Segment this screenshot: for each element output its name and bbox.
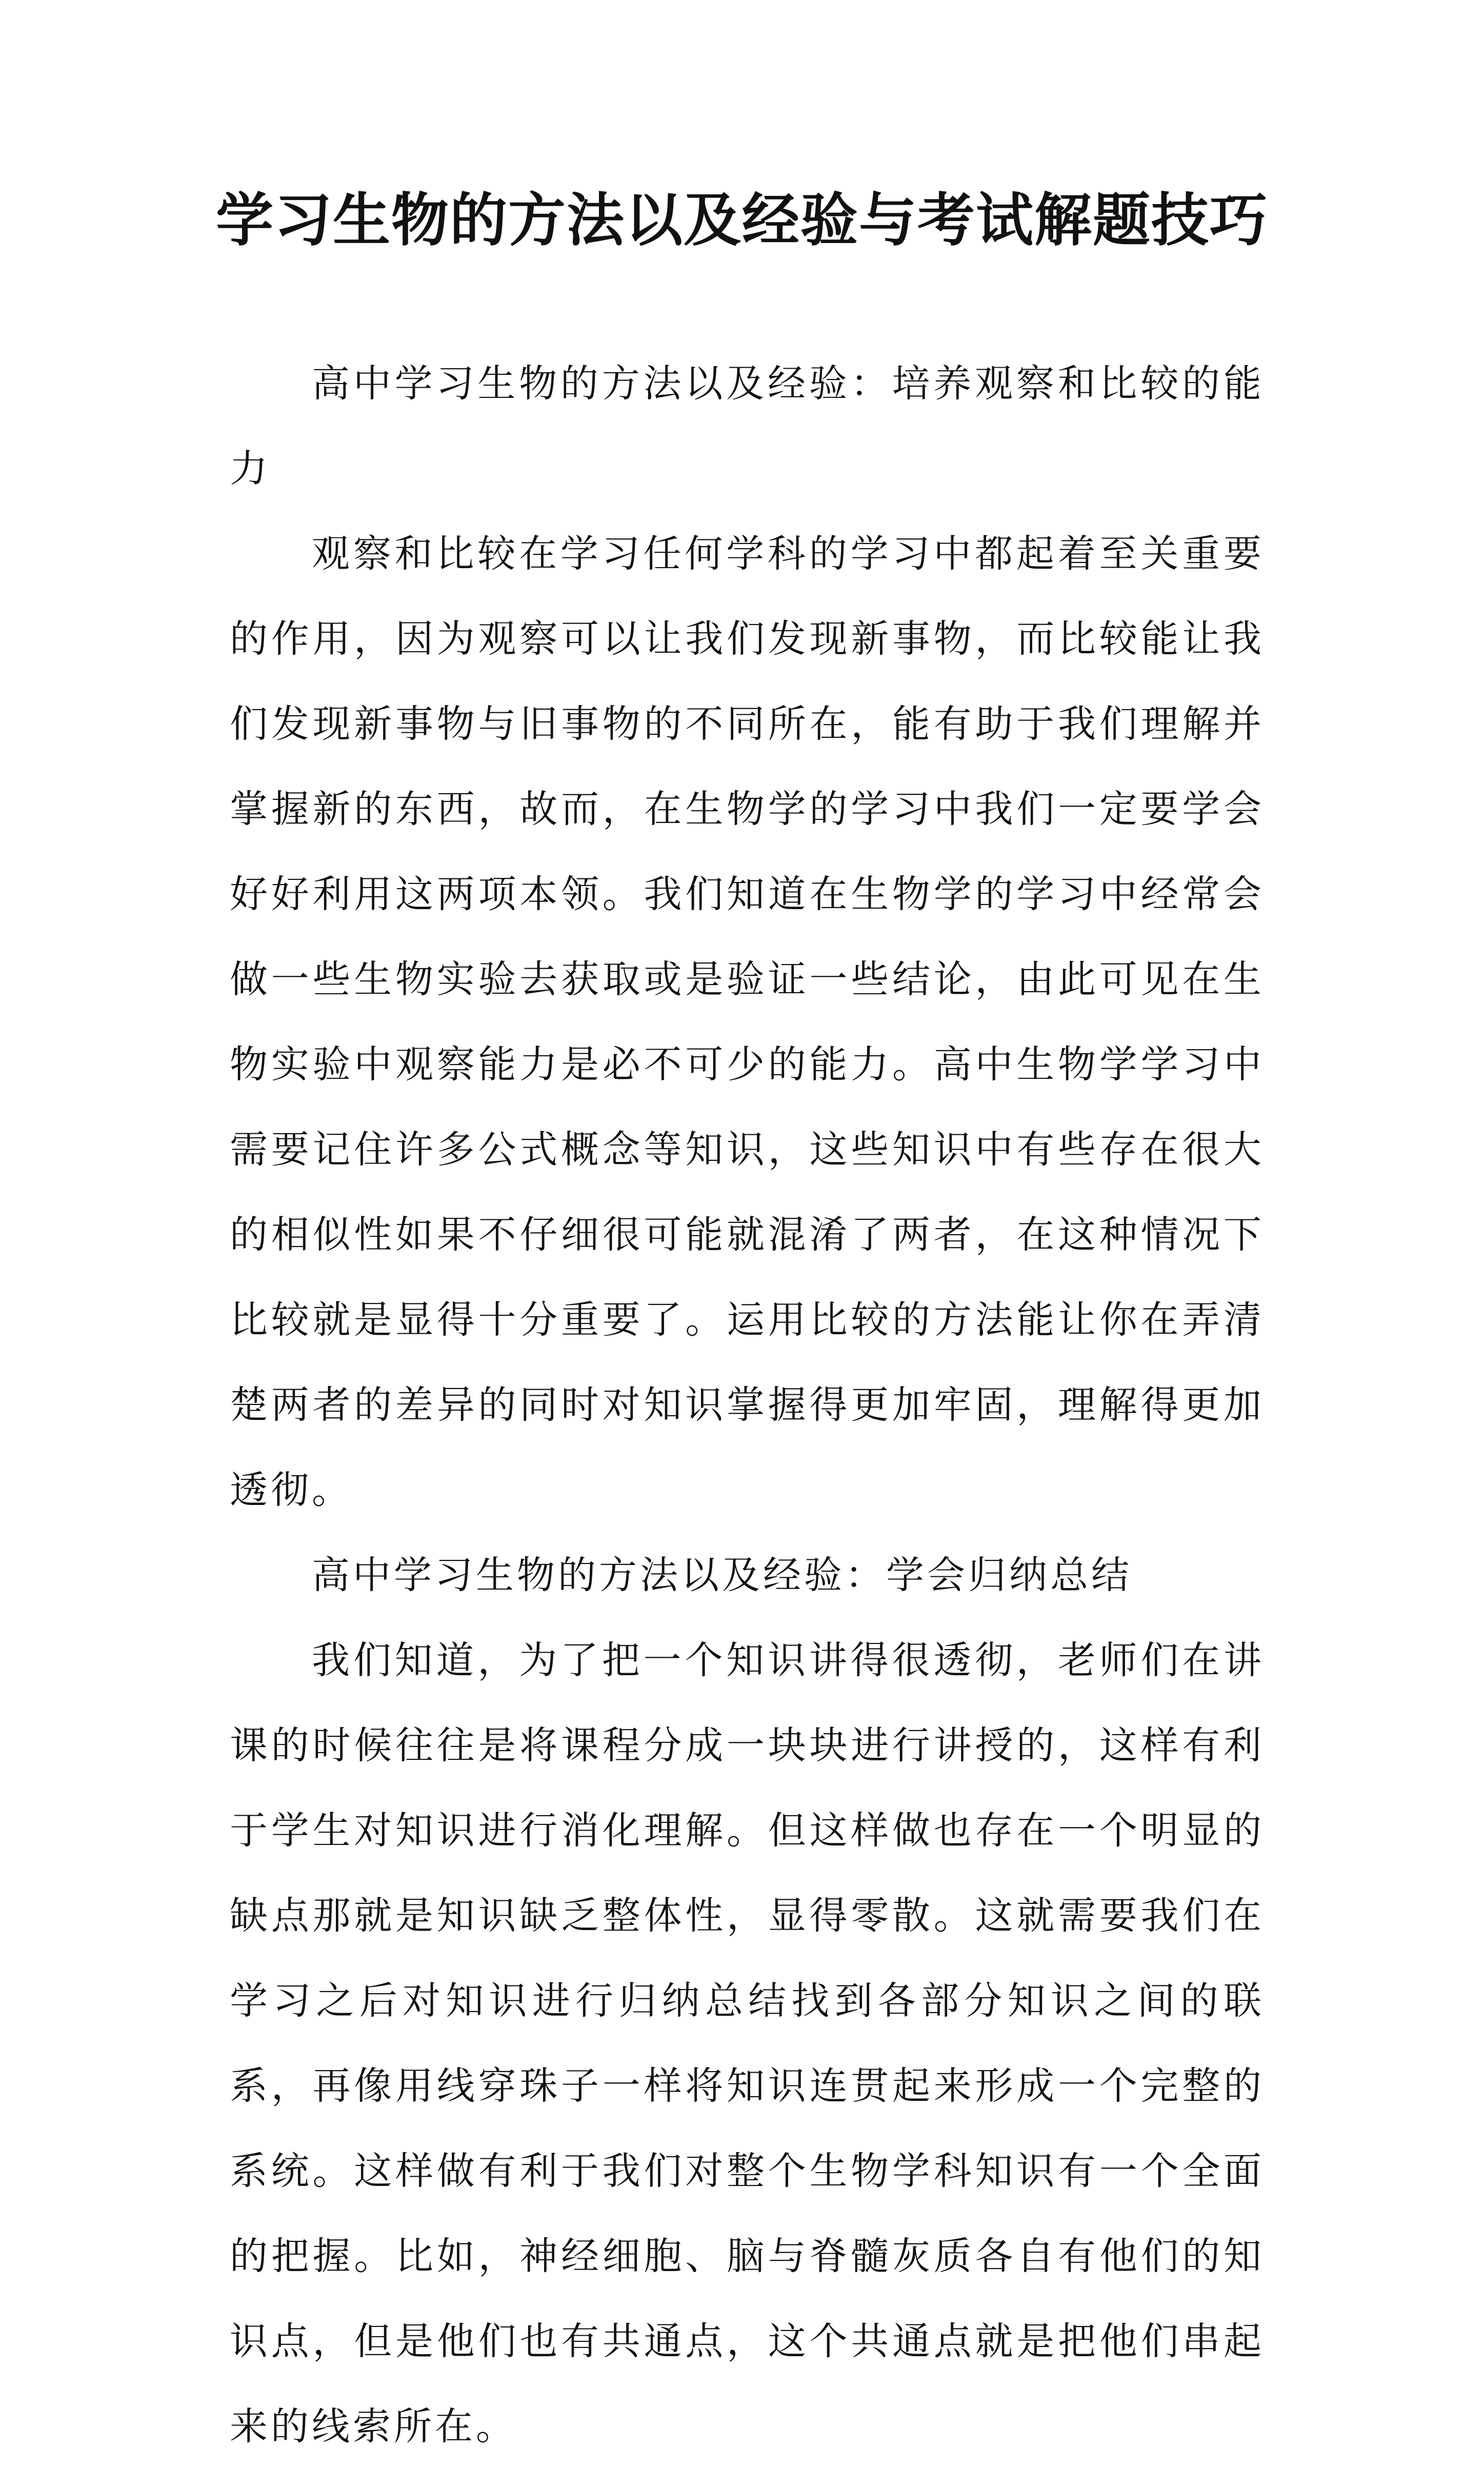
paragraph-observation: 观察和比较在学习任何学科的学习中都起着至关重要的作用，因为观察可以让我们发现新事物，而比较能让我们发现新事物与旧事物的不同所在，能有助于我们理解并掌握新的东西，故而，在生物学的学习中我们一定要学会好好利用这两项本领。我们知道在生物学的学习中经常会做一些生物实验去获取或是验证一些结论，由此可见在生物实验中观察能力是必不可少的能力。高中生物学学习中需要记住许多公式概念等知识，这些知识中有些存在很大的相似性如果不仔细很可能就混淆了两者，在这种情况下比较就是显得十分重要了。运用比较的方法能让你在弄清楚两者的差异的同时对知识掌握得更加牢固，理解得更加透彻。 (230, 532, 1265, 1512)
section-heading-summary: 高中学习生物的方法以及经验：学会归纳总结 (312, 1553, 1132, 1597)
paragraph-summary: 我们知道，为了把一个知识讲得很透彻，老师们在讲课的时候往往是将课程分成一块块进行讲授的，这样有利于学生对知识进行消化理解。但这样做也存在一个明显的缺点那就是知识缺乏整体性，显得零散。这就需要我们在学习之后对知识进行归纳总结找到各部分知识之间的联系，再像用线穿珠子一样将知识连贯起来形成一个完整的系统。这样做有利于我们对整个生物学科知识有一个全面的把握。比如，神经细胞、脑与脊髓灰质各自有他们的知识点，但是他们也有共通点，这个共通点就是把他们串起来的线索所在。 (230, 1638, 1265, 2448)
document-title: 学习生物的方法以及经验与考试解题技巧 (216, 187, 1268, 254)
section-heading-observation: 高中学习生物的方法以及经验：培养观察和比较的能力 (230, 362, 1265, 491)
document-body (230, 341, 1265, 2469)
